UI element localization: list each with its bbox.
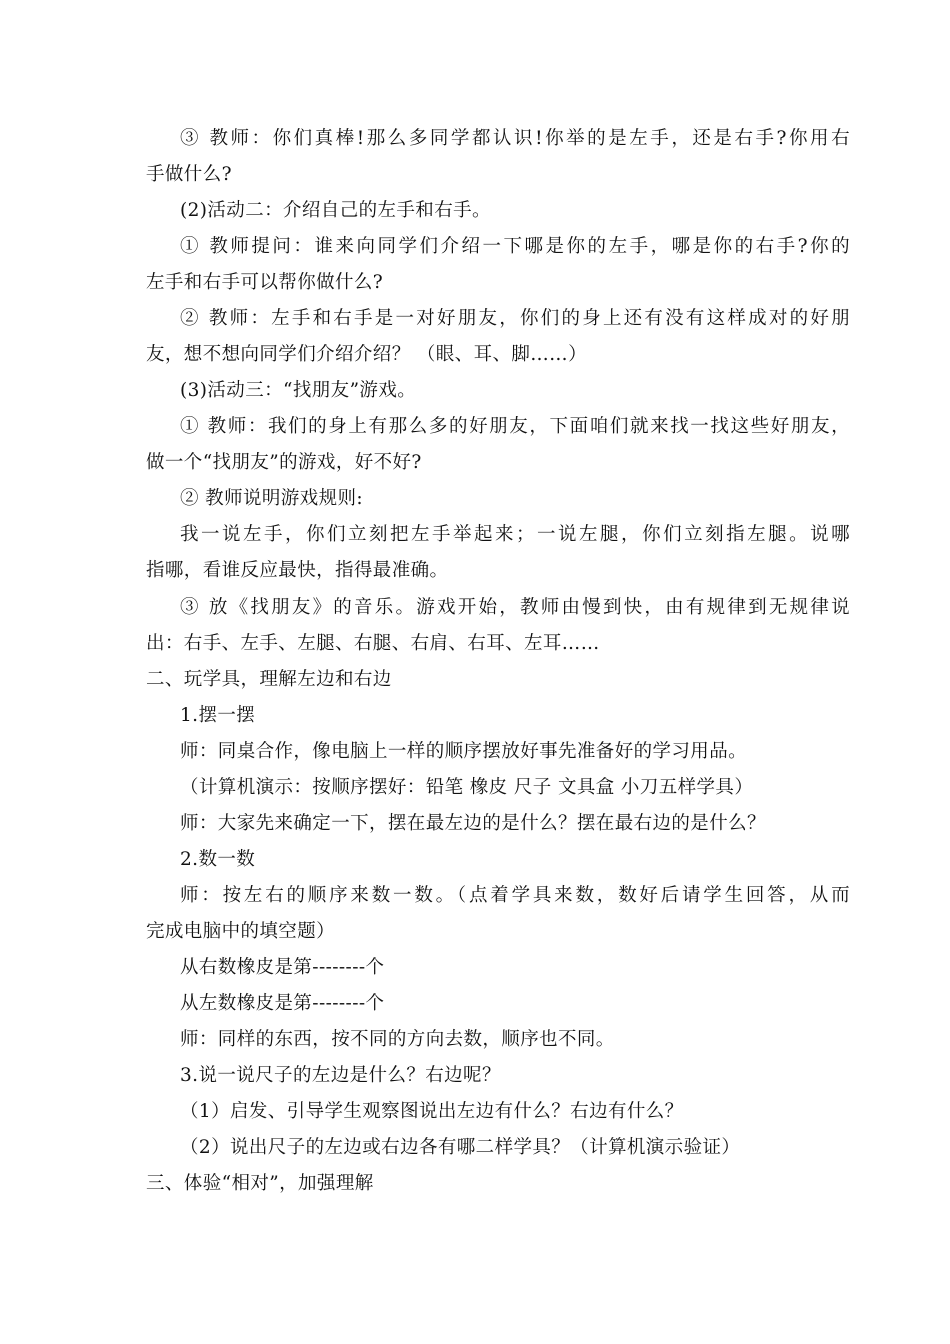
- paragraph-line: 从右数橡皮是第--------个: [180, 957, 385, 978]
- section-heading: 三、体验“相对”，加强理解: [146, 1173, 374, 1194]
- paragraph-line: ① 教师：我们的身上有那么多的好朋友，下面咱们就来找一找这些好朋友，: [180, 416, 850, 437]
- paragraph-line: 做一个“找朋友”的游戏，好不好?: [146, 452, 422, 473]
- paragraph-line: ② 教师：左手和右手是一对好朋友，你们的身上还有没有这样成对的好朋: [180, 308, 850, 329]
- paragraph-line: ① 教师提问：谁来向同学们介绍一下哪是你的左手，哪是你的右手?你的: [180, 236, 850, 257]
- paragraph-line: ② 教师说明游戏规则:: [180, 488, 364, 509]
- paragraph-line: (2)活动二：介绍自己的左手和右手。: [180, 200, 491, 221]
- paragraph-line: 友，想不想向同学们介绍介绍？ （眼、耳、脚……）: [146, 344, 587, 365]
- paragraph-line: 出：右手、左手、左腿、右腿、右肩、右耳、左耳……: [146, 633, 600, 654]
- paragraph-line: 我一说左手，你们立刻把左手举起来；一说左腿，你们立刻指左腿。说哪: [180, 524, 850, 545]
- paragraph-line: (3)活动三：“找朋友”游戏。: [180, 380, 417, 401]
- paragraph-line: 左手和右手可以帮你做什么?: [146, 272, 384, 293]
- subheading: 3.说一说尺子的左边是什么？右边呢？: [180, 1065, 501, 1086]
- paragraph-line: 指哪，看谁反应最快，指得最准确。: [146, 560, 449, 581]
- paragraph-line: 从左数橡皮是第--------个: [180, 993, 385, 1014]
- paragraph-line: 师：同桌合作，像电脑上一样的顺序摆放好事先准备好的学习用品。: [180, 741, 748, 762]
- paragraph-line: 师：同样的东西，按不同的方向去数，顺序也不同。: [180, 1029, 615, 1050]
- paragraph-line: 完成电脑中的填空题）: [146, 921, 336, 942]
- section-heading: 二、玩学具，理解左边和右边: [146, 669, 392, 690]
- paragraph-line: ③ 放《找朋友》的音乐。游戏开始，教师由慢到快，由有规律到无规律说: [180, 597, 850, 618]
- paragraph-line: 手做什么?: [146, 164, 232, 185]
- paragraph-line: 师：按左右的顺序来数一数。（点着学具来数，数好后请学生回答，从而: [180, 885, 850, 906]
- paragraph-line: （2）说出尺子的左边或右边各有哪二样学具？（计算机演示验证）: [180, 1137, 741, 1158]
- paragraph-line: （计算机演示：按顺序摆好：铅笔 橡皮 尺子 文具盒 小刀五样学具）: [180, 777, 754, 798]
- paragraph-line: 师：大家先来确定一下，摆在最左边的是什么？摆在最右边的是什么？: [180, 813, 766, 834]
- subheading: 1.摆一摆: [180, 705, 256, 726]
- paragraph-line: ③ 教师：你们真棒!那么多同学都认识!你举的是左手，还是右手?你用右: [180, 128, 850, 149]
- paragraph-line: （1）启发、引导学生观察图说出左边有什么？右边有什么？: [180, 1101, 684, 1122]
- subheading: 2.数一数: [180, 849, 256, 870]
